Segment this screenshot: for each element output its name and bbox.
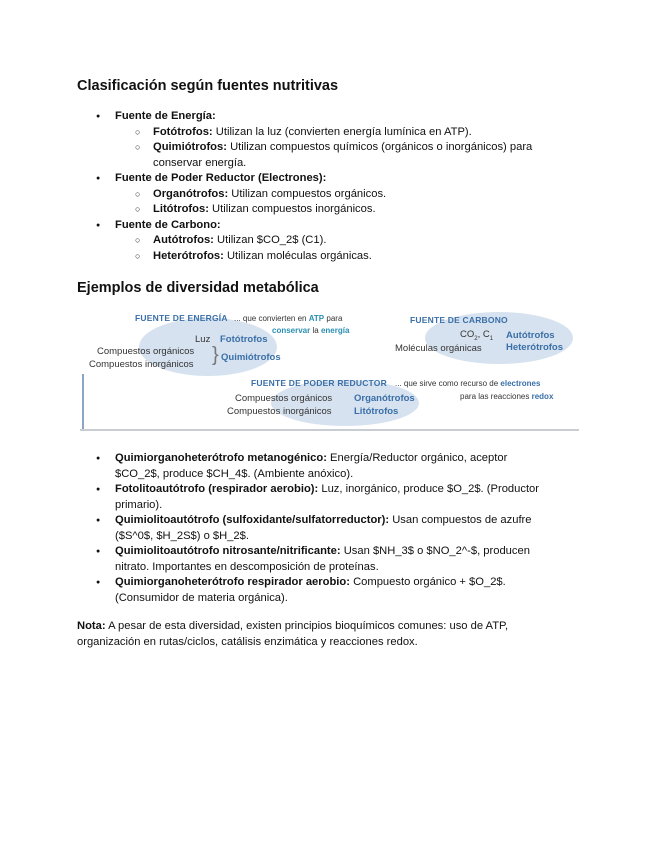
example-item: ● Quimiorganoheterótrofo respirador aerobio: Compuesto orgánico + $O_2$.: [77, 575, 597, 591]
list-item-continuation: conservar energía.: [153, 156, 247, 169]
example-item-continuation: (Consumidor de materia orgánica).: [115, 591, 288, 604]
reducer-note: ... que sirve como recurso de electrones: [395, 379, 541, 388]
example-item-continuation: $CO_2$, produce $CH_4$. (Ambiente anóxico).: [115, 467, 354, 480]
list-item-organotrofos: ○ Organótrofos: Utilizan compuestos orgánicos.: [77, 187, 597, 203]
autotrofos-label: Autótrofos: [506, 330, 555, 341]
list-item-autotrofos: ○ Autótrofos: Utilizan $CO_2$ (C1).: [77, 233, 597, 249]
note-label: Nota:: [77, 620, 106, 632]
reducer-note-2: para las reacciones redox: [460, 392, 554, 401]
section-title-ejemplos: Ejemplos de diversidad metabólica: [77, 280, 319, 296]
heterotrofos-label: Heterótrofos: [506, 342, 564, 353]
moleculas-organicas-label: Moléculas orgánicas: [395, 343, 482, 354]
list-item-carbon: ● Fuente de Carbono:: [77, 218, 597, 234]
r-compuestos-inorganicos-label: Compuestos inorgánicos: [227, 406, 332, 417]
left-axis-line: [82, 374, 84, 430]
example-item-continuation: ($S^0$, $H_2S$) o $H_2$.: [115, 529, 249, 542]
litotrofos-label: Litótrofos: [354, 406, 399, 417]
quimiotrofos-label: Quimiótrofos: [221, 352, 281, 363]
r-compuestos-organicos-label: Compuestos orgánicos: [235, 393, 333, 404]
organotrofos-label: Organótrofos: [354, 393, 415, 404]
note-text: A pesar de esta diversidad, existen principios bioquímicos comunes: uso de ATP,: [105, 620, 509, 632]
reducer-source-heading: FUENTE DE PODER REDUCTOR: [251, 378, 387, 388]
nutrient-source-list: [77, 109, 597, 264]
energy-note: ... que convierten en ATP para: [234, 314, 343, 323]
example-item-continuation: primario).: [115, 498, 163, 511]
list-item-heterotrofos: ○ Heterótrofos: Utilizan moléculas orgánicas.: [77, 249, 597, 265]
luz-label: Luz: [195, 334, 211, 345]
co2-c1-label: $CO_2$, $C_1$: [460, 329, 494, 342]
bottom-divider: [80, 429, 579, 431]
list-item-reducer: ● Fuente de Poder Reductor (Electrones):: [77, 171, 597, 187]
carbon-source-heading: FUENTE DE CARBONO: [410, 315, 508, 325]
example-item: ● Quimiolitoautótrofo (sulfoxidante/sulfatorreductor): Usan compuestos de azufre: [77, 513, 597, 529]
compuestos-organicos-label: Compuestos orgánicos: [97, 346, 195, 357]
example-item: ● Quimiorganoheterótrofo metanogénico: Energía/Reductor orgánico, aceptor: [77, 451, 597, 467]
note-text-2: organización en rutas/ciclos, catálisis enzimática y reacciones redox.: [77, 636, 418, 648]
energy-note-2: conservar la energía: [272, 326, 350, 335]
note-paragraph: [77, 618, 577, 650]
list-item-quimiotrofos: ○ Quimiótrofos: Utilizan compuestos químicos (orgánicos o inorgánicos) para: [77, 140, 597, 156]
list-item-energy: ● Fuente de Energía:: [77, 109, 597, 125]
examples-list: [77, 451, 597, 606]
example-item: ● Quimiolitoautótrofo nitrosante/nitrificante: Usan $NH_3$ o $NO_2^-$, producen: [77, 544, 597, 560]
brace-icon: }: [212, 344, 219, 366]
section-title-clasificacion: Clasificación según fuentes nutritivas: [77, 78, 339, 94]
example-item-continuation: nitrato. Importantes en descomposición de proteínas.: [115, 560, 379, 573]
compuestos-inorganicos-label: Compuestos inorgánicos: [89, 359, 194, 370]
energy-source-heading: FUENTE DE ENERGÍA: [135, 313, 228, 323]
example-item: ● Fotolitoautótrofo (respirador aerobio): Luz, inorgánico, produce $O_2$. (Productor: [77, 482, 597, 498]
list-item-fototrofos: ○ Fotótrofos: Utilizan la luz (convierten energía lumínica en ATP).: [77, 125, 597, 141]
metabolic-diagram: [77, 308, 579, 436]
list-item-litotrofos: ○ Litótrofos: Utilizan compuestos inorgánicos.: [77, 202, 597, 218]
fototrofos-label: Fotótrofos: [220, 334, 268, 345]
